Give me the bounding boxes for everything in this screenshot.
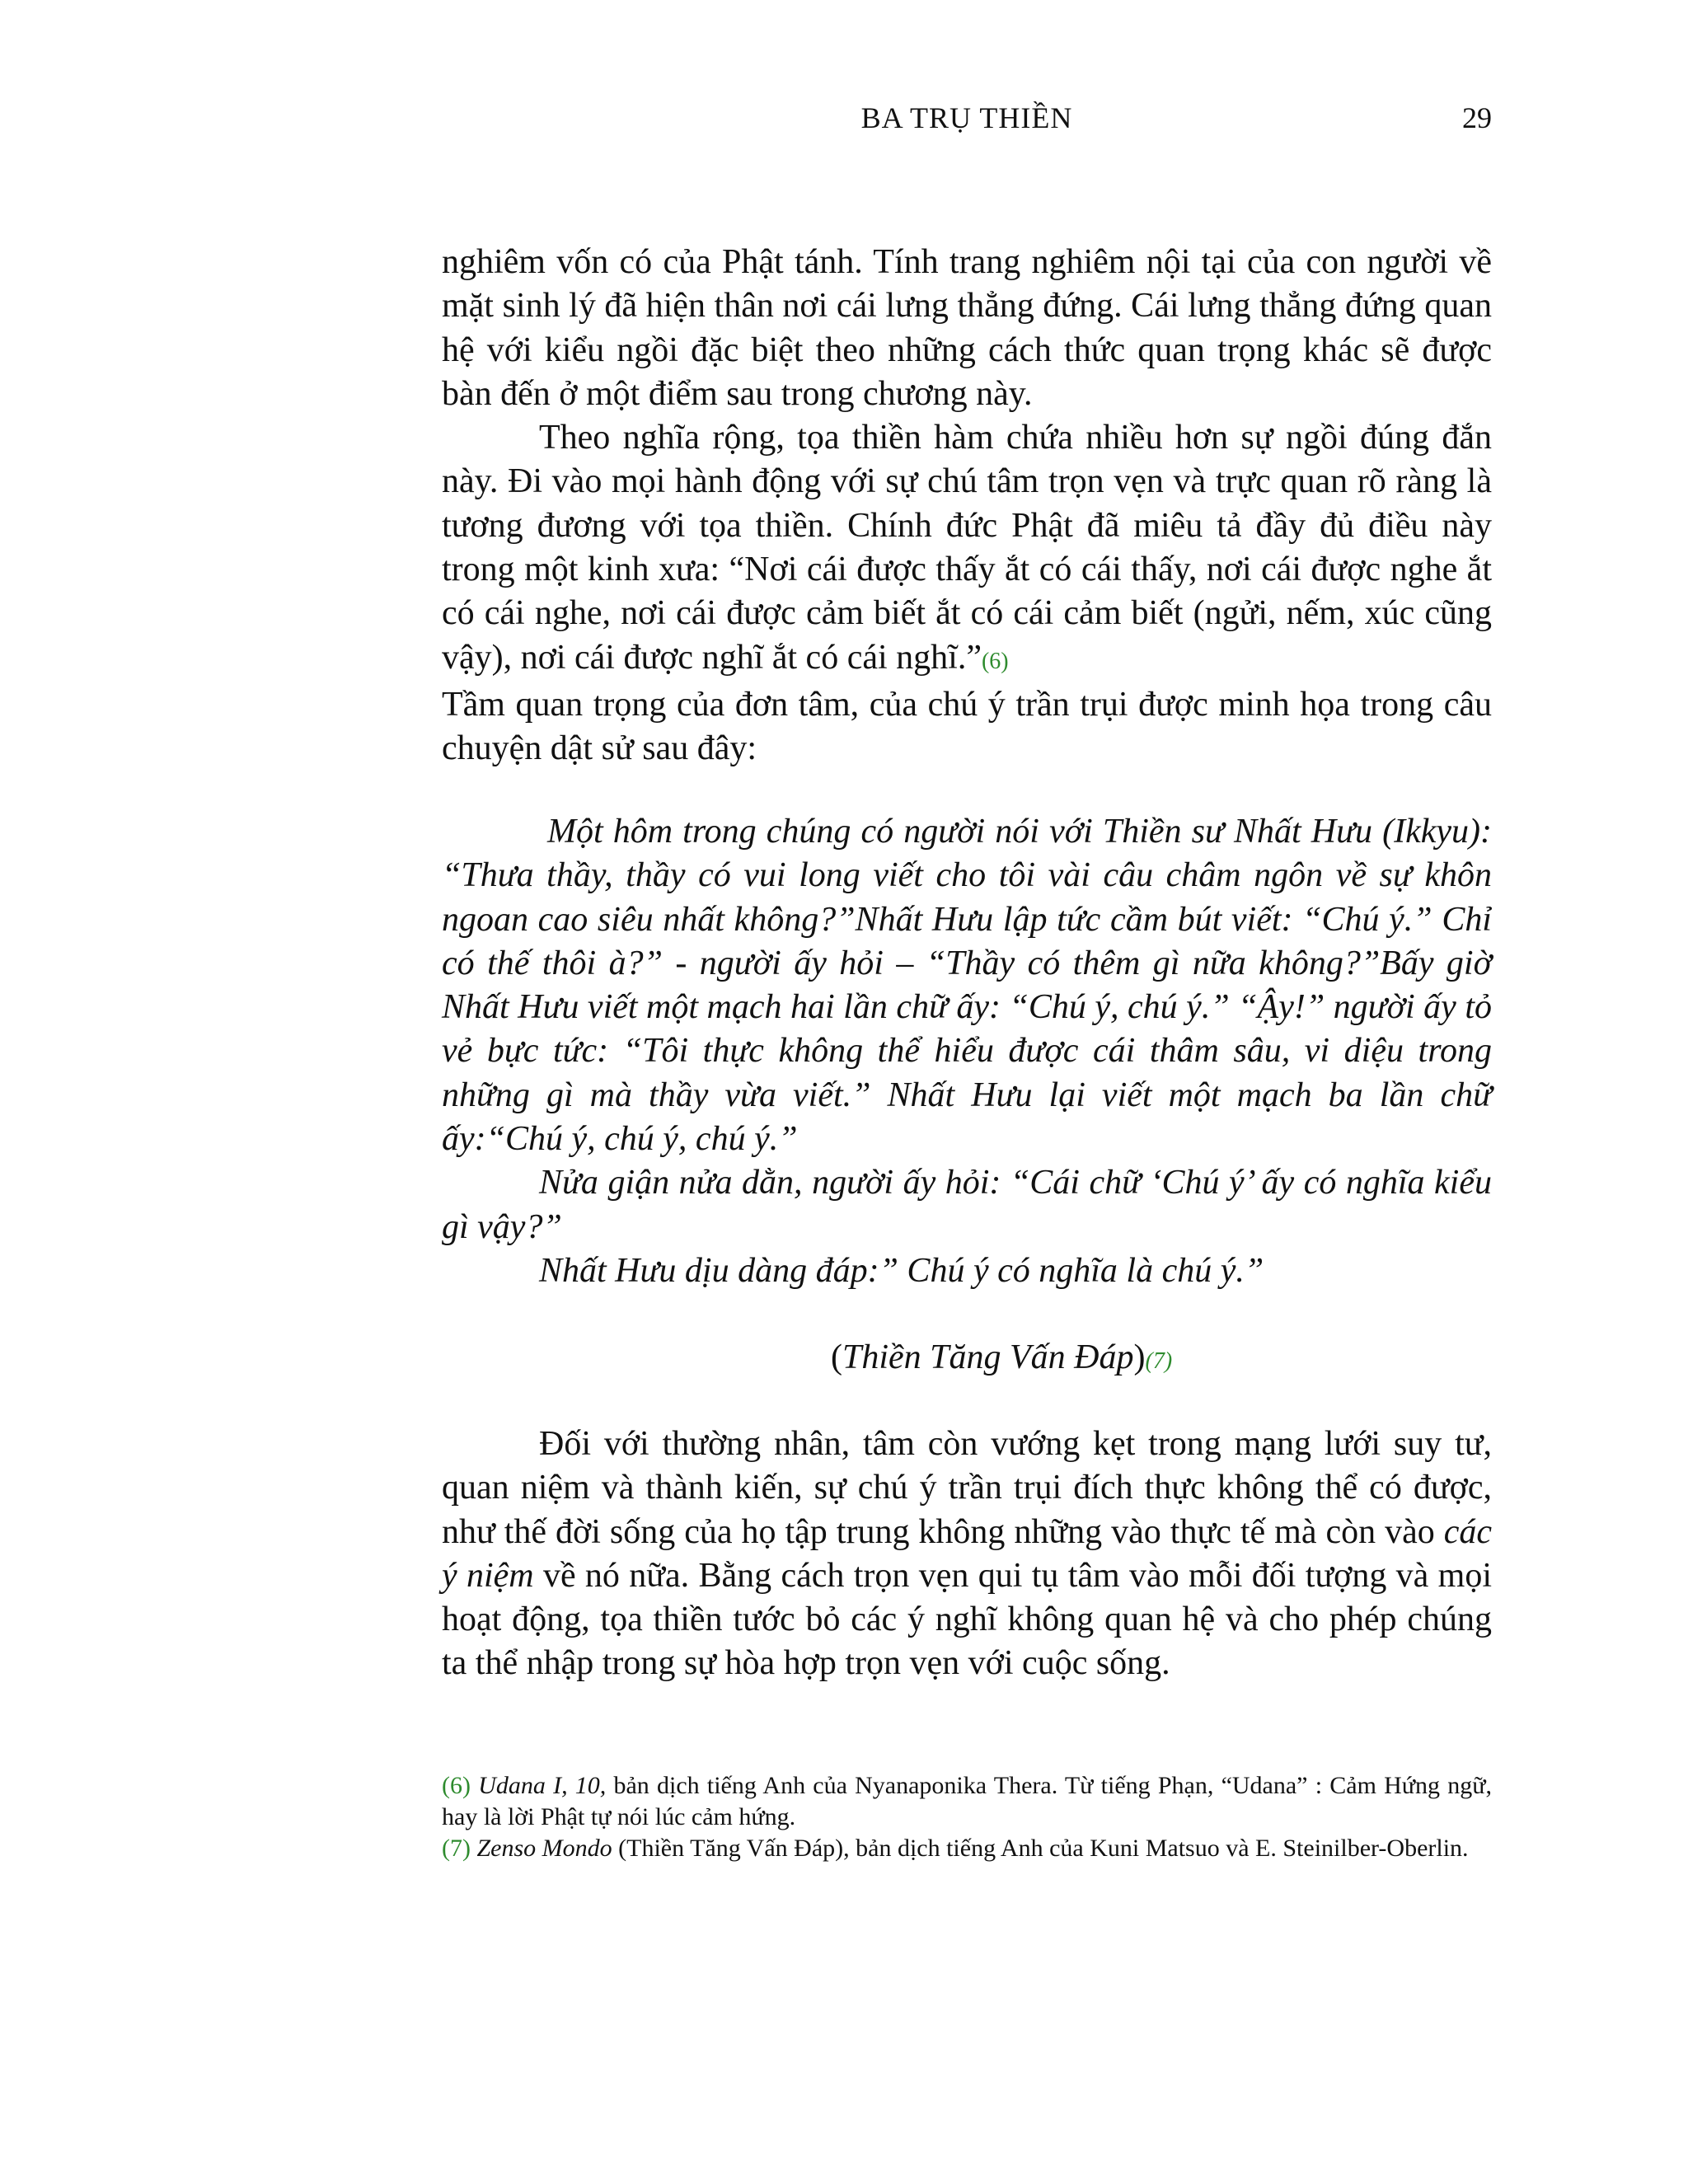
citation-open-paren: (: [831, 1338, 842, 1376]
running-header: [442, 97, 1492, 138]
footnote-7-source: Zenso Mondo: [476, 1835, 612, 1862]
footnotes: [442, 1770, 1492, 1864]
quote-paragraph-3: Nhất Hưu dịu dàng đáp:” Chú ý có nghĩa là chú ý.”: [539, 1251, 1264, 1290]
footnote-6-number: (6): [442, 1772, 471, 1799]
citation-close-paren: ): [1133, 1338, 1146, 1376]
quote-paragraph-1: Một hôm trong chúng có người nói với Thiền sư Nhất Hưu (Ikkyu): “Thưa thầy, thầy có vui long viết cho tôi vài câu châm ngôn về sự khôn ngoan cao siêu nhất không?”Nhất Hưu lập tức cầm bút viết: “Chú ý.” Chỉ có thế thôi à?” - người ấy hỏi – “Thầy có thêm gì nữa không?”Bấy giờ Nhất Hưu viết một mạch hai lần chữ ấy: “Chú ý, chú ý.” “Ậy!” người ấy tỏ vẻ bực tức: “Tôi thực không thể hiểu được cái thâm sâu, vi diệu trong những gì mà thầy vừa viết.” Nhất Hưu lại viết một mạch ba lần chữ ấy:“Chú ý, chú ý, chú ý.”: [442, 813, 1492, 1159]
paragraph-4-emphasis: các ý niệm: [442, 1512, 1492, 1595]
citation-title: Thiền Tăng Vấn Đáp: [842, 1338, 1134, 1376]
paragraph-2: [442, 416, 1492, 683]
footnote-7-number: (7): [442, 1835, 471, 1862]
footnote-6-source: Udana I, 10,: [478, 1772, 607, 1799]
footnote-6: [442, 1770, 1492, 1833]
paragraph-2-text: Theo nghĩa rộng, tọa thiền hàm chứa nhiều hơn sự ngồi đúng đắn này. Đi vào mọi hành động với sự chú tâm trọn vẹn và trực quan rõ ràng là tương đương với tọa thiền. Chính đức Phật đã miêu tả đầy đủ điều này trong một kinh xưa: “Nơi cái được thấy ắt có cái thấy, nơi cái được nghe ắt có cái nghe, nơi cái được cảm biết ắt có cái cảm biết (ngửi, nếm, xúc cũng vậy), nơi cái được nghĩ ắt có cái nghĩ.”: [442, 419, 1492, 677]
page-number: 29: [1462, 101, 1492, 134]
citation-line: [831, 1335, 1172, 1384]
paragraph-1: nghiêm vốn có của Phật tánh. Tính trang nghiêm nội tại của con người về mặt sinh lý đã hiện thân nơi cái lưng thẳng đứng. Cái lưng thẳng đứng quan hệ với kiểu ngồi đặc biệt theo những cách thức quan trọng khác sẽ được bàn đến ở một điểm sau trong chương này.: [442, 243, 1492, 413]
running-title: BA TRỤ THIỀN: [860, 101, 1073, 134]
quoted-anecdote: [442, 810, 1492, 1293]
footnote-6-text: bản dịch tiếng Anh của Nyanaponika Thera. Từ tiếng Phạn, “Udana” : Cảm Hứng ngữ, hay là lời Phật tự nói lúc cảm hứng.: [442, 1772, 1493, 1830]
footnote-7-text: (Thiền Tăng Vấn Đáp), bản dịch tiếng Anh của Kuni Matsuo và E. Steinilber-Oberlin.: [612, 1835, 1469, 1862]
body-text-continued: [442, 1422, 1492, 1686]
paragraph-3: Tầm quan trọng của đơn tâm, của chú ý trần trụi được minh họa trong câu chuyện dật sử sau đây:: [442, 685, 1492, 768]
book-page: [442, 0, 1492, 2184]
body-text: [442, 241, 1492, 771]
paragraph-4-part-a: Đối với thường nhân, tâm còn vướng kẹt trong mạng lưới suy tư, quan niệm và thành kiến, sự chú ý trần trụi đích thực không thể có được, như thế đời sống của họ tập trung không những vào thực tế mà còn vào: [442, 1425, 1492, 1551]
quote-paragraph-2: Nửa giận nửa dằn, người ấy hỏi: “Cái chữ ‘Chú ý’ ấy có nghĩa kiểu gì vậy?”: [442, 1164, 1492, 1246]
paragraph-4-part-b: về nó nữa. Bằng cách trọn vẹn qui tụ tâm vào mỗi đối tượng và mọi hoạt động, tọa thiền tước bỏ các ý nghĩ không quan hệ và cho phép chúng ta thể nhập trong sự hòa hợp trọn vẹn với cuộc sống.: [442, 1556, 1492, 1683]
paragraph-4: [442, 1422, 1492, 1686]
footnote-ref-7[interactable]: (7): [1145, 1348, 1173, 1374]
footnote-7: [442, 1833, 1492, 1864]
footnote-ref-6[interactable]: (6): [981, 648, 1009, 674]
